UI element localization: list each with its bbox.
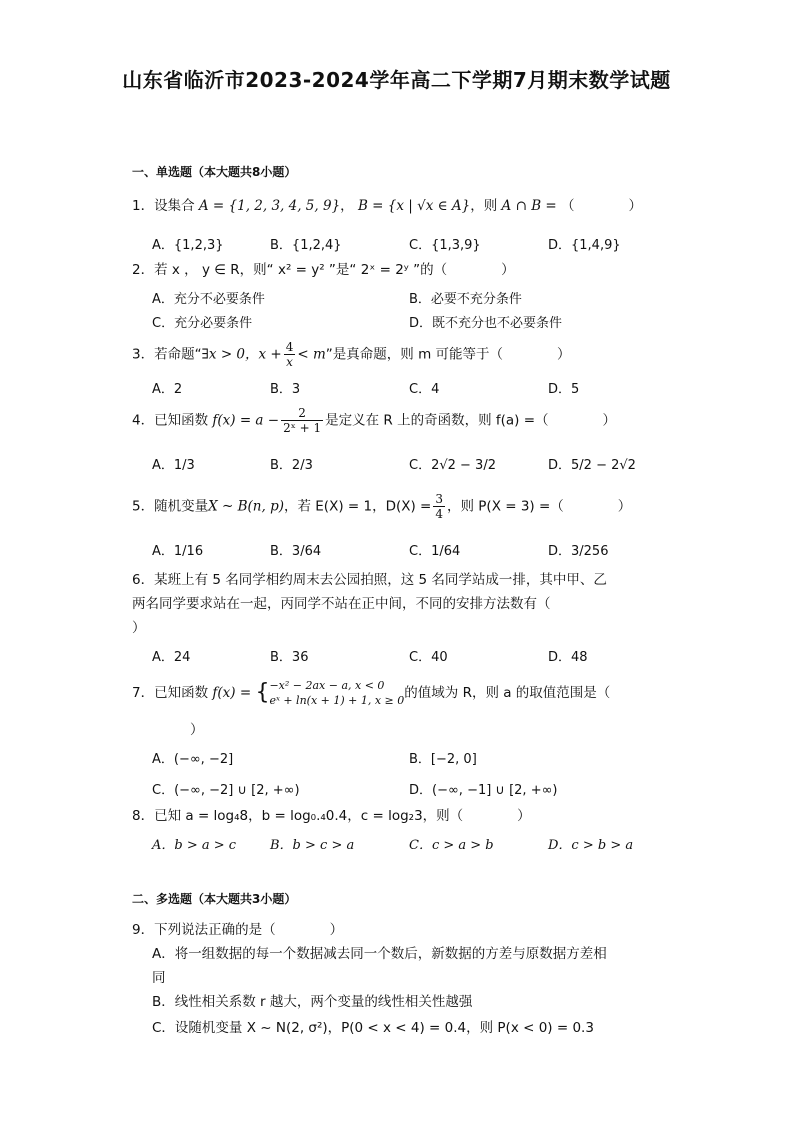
punctuation: ，	[340, 198, 354, 214]
q2-option-a: A．充分不必要条件	[152, 292, 265, 307]
question-text: 4．已知函数	[132, 412, 209, 429]
question-line: ）	[132, 620, 146, 636]
q1-option-c: C．{1,3,9}	[409, 238, 481, 253]
question-3	[132, 340, 672, 369]
math-expression: < m	[297, 346, 326, 363]
q1-option-a: A．{1,2,3}	[152, 238, 224, 253]
question-6	[132, 568, 672, 640]
option-line: 同	[152, 970, 166, 986]
q8-option-a: A．b > a > c	[152, 838, 237, 853]
fraction-denominator: 2ˣ + 1	[283, 421, 322, 435]
q2-option-c: C．充分必要条件	[152, 316, 253, 331]
math-distribution: X ~ B(n, p)	[208, 498, 284, 515]
q4-option-b: B．2/3	[270, 458, 313, 473]
q2-option-d: D．既不充分也不必要条件	[409, 316, 563, 331]
q9-option-a	[152, 942, 672, 990]
q1-option-b: B．{1,2,4}	[270, 238, 342, 253]
section-heading-multiple-choice: 二、多选题（本大题共3小题）	[132, 892, 297, 906]
answer-blank: （ ）	[561, 198, 643, 214]
q1-option-d: D．{1,4,9}	[548, 238, 621, 253]
question-7	[132, 678, 672, 708]
piecewise-case-2: eˣ + ln(x + 1) + 1, x ≥ 0	[269, 694, 405, 707]
question-9: 9．下列说法正确的是（ ）	[132, 922, 344, 938]
option-line: A．将一组数据的每一个数据减去同一个数后，新数据的方差与原数据方差相	[152, 946, 607, 962]
piecewise-case-1: −x² − 2ax − a, x < 0	[269, 679, 385, 692]
q7-option-c: C．(−∞, −2] ∪ [2, +∞)	[152, 783, 300, 798]
question-8: 8．已知 a = log₄8，b = log₀.₄0.4，c = log₂3，则（ ）	[132, 808, 531, 824]
fraction-numerator: 3	[435, 492, 443, 506]
math-set-a: A = {1, 2, 3, 4, 5, 9}	[198, 198, 341, 214]
q5-option-b: B．3/64	[270, 544, 322, 559]
q2-option-b: B．必要不充分条件	[409, 292, 522, 307]
question-1	[132, 194, 672, 218]
math-expression: f(x) =	[212, 685, 252, 701]
question-text: 5．随机变量	[132, 498, 209, 515]
math-expression: ∃x > 0，x +	[201, 346, 282, 363]
fraction-numerator: 4	[285, 340, 294, 354]
q6-option-d: D．48	[548, 650, 588, 665]
question-4	[132, 406, 672, 435]
q6-option-a: A．24	[152, 650, 191, 665]
question-text: 的值域为 R，则 a 的取值范围是（	[404, 685, 611, 701]
math-fraction	[284, 340, 296, 369]
question-text: 3．若命题“	[132, 346, 202, 363]
page-title: 山东省临沂市2023-2024学年高二下学期7月期末数学试题	[122, 68, 671, 92]
question-text: 7．已知函数	[132, 685, 209, 701]
q8-option-b: B．b > c > a	[270, 838, 355, 853]
q6-option-c: C．40	[409, 650, 448, 665]
q5-option-a: A．1/16	[152, 544, 204, 559]
question-text: ，则 P(X = 3) =（ ）	[447, 498, 632, 515]
q3-option-a: A．2	[152, 382, 183, 397]
math-expression: f(x) = a −	[212, 412, 280, 429]
math-fraction	[281, 406, 323, 435]
question-text: 设集合	[154, 198, 195, 214]
q9-option-b: B．线性相关系数 r 越大，两个变量的线性相关性越强	[152, 994, 473, 1010]
math-set-b: B = {x | √x ∈ A}	[357, 198, 471, 214]
q8-option-c: C．c > a > b	[409, 838, 494, 853]
section-heading-single-choice: 一、单选题（本大题共8小题）	[132, 165, 297, 179]
q3-option-b: B．3	[270, 382, 301, 397]
q3-option-c: C．4	[409, 382, 440, 397]
fraction-denominator: x	[286, 355, 293, 369]
fraction-numerator: 2	[281, 406, 323, 421]
q3-option-d: D．5	[548, 382, 580, 397]
q6-option-b: B．36	[270, 650, 309, 665]
question-text: ”是真命题，则 m 可能等于（ ）	[325, 346, 571, 363]
math-expression: A ∩ B =	[501, 198, 557, 214]
q4-option-d: D．5/2 − 2√2	[548, 458, 636, 473]
q7-option-a: A．(−∞, −2]	[152, 752, 234, 767]
q8-option-d: D．c > b > a	[548, 838, 634, 853]
question-text: 是定义在 R 上的奇函数，则 f(a) =（ ）	[325, 412, 617, 429]
q7-option-b: B．[−2, 0]	[409, 752, 477, 767]
q4-option-a: A．1/3	[152, 458, 195, 473]
question-text: ，则	[470, 198, 498, 214]
q7-option-d: D．(−∞, −1] ∪ [2, +∞)	[409, 783, 558, 798]
question-line: 两名同学要求站在一起，丙同学不站在正中间，不同的安排方法数有（	[132, 596, 551, 612]
fraction-denominator: 4	[435, 507, 443, 521]
piecewise-cases	[269, 678, 404, 708]
question-number: 1．	[132, 198, 155, 214]
question-line: 6．某班上有 5 名同学相约周末去公园拍照，这 5 名同学站成一排，其中甲、乙	[132, 572, 607, 588]
q5-option-c: C．1/64	[409, 544, 461, 559]
q5-option-d: D．3/256	[548, 544, 609, 559]
question-text: ，若 E(X) = 1，D(X) =	[283, 498, 432, 515]
question-2: 2．若 x ， y ∈ R，则“ x² = y² ”是“ 2ˣ = 2ʸ ”的（ ）	[132, 262, 515, 278]
math-fraction	[433, 492, 445, 521]
brace-symbol: {	[255, 680, 270, 705]
question-7-line-2: ）	[190, 722, 204, 738]
q4-option-c: C．2√2 − 3/2	[409, 458, 496, 473]
q9-option-c: C．设随机变量 X ~ N(2, σ²)，P(0 < x < 4) = 0.4，则 P(x < 0) = 0.3	[152, 1020, 594, 1036]
question-5	[132, 492, 672, 521]
